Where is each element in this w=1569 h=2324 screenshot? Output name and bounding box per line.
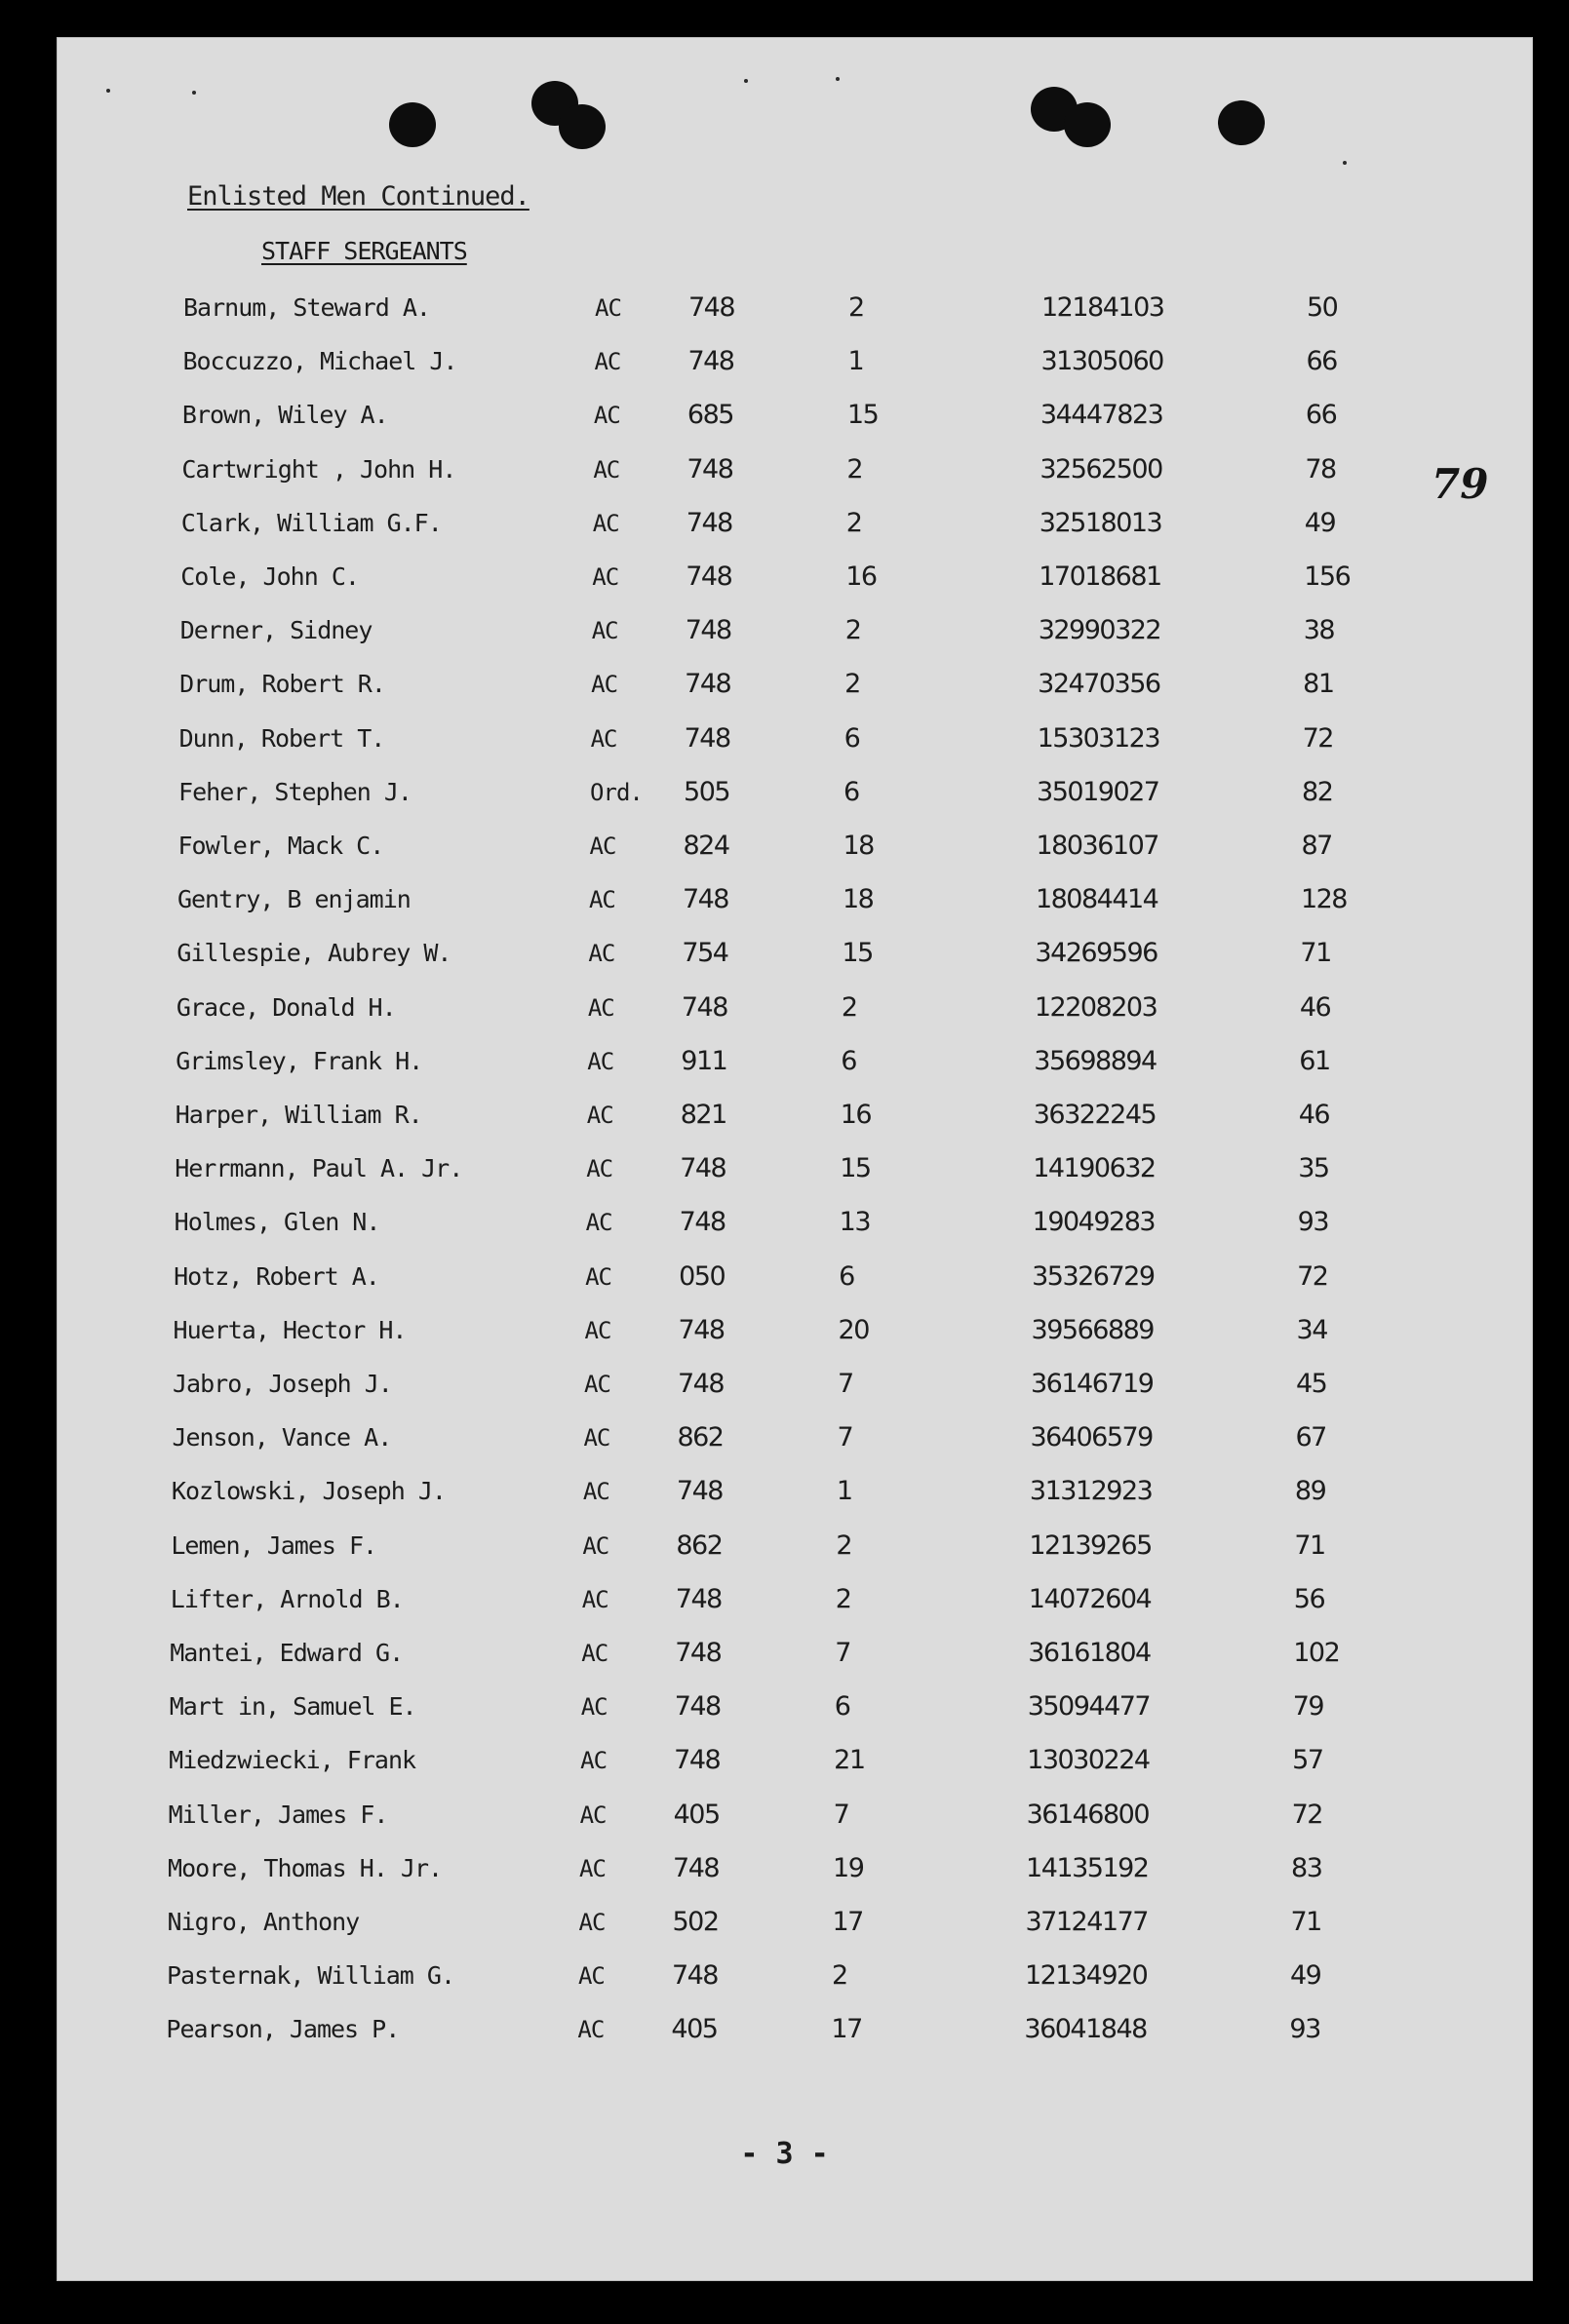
score-cell: 50 [1307, 292, 1338, 323]
name-cell: Pearson, James P. [166, 2015, 400, 2044]
branch-cell: AC [589, 833, 616, 860]
serial-cell: 12184103 [1041, 292, 1164, 323]
table-row [0, 1687, 1569, 1726]
document-heading: Enlisted Men Continued. [187, 181, 530, 212]
serial-cell: 18036107 [1036, 831, 1158, 861]
branch-cell: AC [586, 1155, 613, 1183]
grade-cell: 1 [847, 346, 864, 377]
name-cell: Grimsley, Frank H. [176, 1046, 423, 1075]
code-cell: 824 [683, 831, 729, 861]
branch-cell: AC [590, 724, 617, 753]
score-cell: 49 [1289, 1960, 1321, 1992]
serial-cell: 12134920 [1024, 1960, 1148, 1992]
table-row [0, 665, 1569, 704]
branch-cell: AC [583, 1424, 610, 1452]
table-row [0, 1580, 1569, 1619]
punch-hole [1218, 100, 1265, 145]
branch-cell: AC [582, 1478, 609, 1506]
branch-cell: AC [586, 1102, 613, 1129]
section-title: STAFF SERGEANTS [261, 237, 467, 265]
grade-cell: 2 [835, 1583, 851, 1614]
name-cell: Grace, Donald H. [176, 992, 396, 1022]
code-cell: 821 [680, 1100, 726, 1130]
serial-cell: 18084414 [1035, 884, 1158, 915]
code-cell: 748 [675, 1638, 722, 1668]
serial-cell: 15303123 [1037, 722, 1160, 754]
table-row [0, 450, 1569, 489]
serial-cell: 31312923 [1029, 1476, 1153, 1507]
code-cell: 405 [673, 1799, 720, 1830]
table-row [0, 558, 1569, 597]
score-cell: 71 [1290, 1907, 1321, 1937]
serial-cell: 14135192 [1026, 1852, 1149, 1883]
table-row [0, 827, 1569, 866]
table-row [0, 1634, 1569, 1673]
branch-cell: AC [581, 1585, 608, 1613]
score-cell: 71 [1294, 1530, 1325, 1561]
branch-cell: AC [595, 294, 621, 322]
score-cell: 81 [1303, 669, 1334, 700]
name-cell: Drum, Robert R. [179, 670, 385, 699]
table-row [0, 1849, 1569, 1888]
name-cell: Cartwright , John H. [181, 454, 456, 484]
score-cell: 67 [1295, 1422, 1326, 1453]
code-cell: 748 [674, 1745, 721, 1776]
table-row [0, 396, 1569, 435]
score-cell: 46 [1298, 1100, 1330, 1130]
branch-cell: AC [588, 940, 615, 968]
grade-cell: 6 [834, 1691, 850, 1723]
name-cell: Feher, Stephen J. [178, 777, 412, 806]
code-cell: 748 [673, 1852, 720, 1883]
score-cell: 78 [1305, 453, 1336, 484]
grade-cell: 2 [844, 669, 860, 700]
score-cell: 83 [1291, 1852, 1322, 1883]
score-cell: 57 [1292, 1745, 1323, 1776]
name-cell: Gentry, B enjamin [177, 885, 411, 914]
grade-cell: 2 [846, 453, 863, 484]
code-cell: 748 [676, 1476, 723, 1507]
branch-cell: AC [580, 1693, 608, 1722]
table-row [0, 1527, 1569, 1566]
grade-cell: 13 [839, 1207, 870, 1238]
score-cell: 46 [1299, 991, 1331, 1023]
grade-cell: 6 [841, 1045, 856, 1076]
score-cell: 72 [1291, 1799, 1322, 1830]
name-cell: Lifter, Arnold B. [170, 1584, 404, 1613]
code-cell: 748 [682, 884, 728, 915]
code-cell: 505 [684, 776, 730, 807]
serial-cell: 36146719 [1031, 1369, 1154, 1399]
code-cell: 405 [671, 2014, 718, 2045]
branch-cell: AC [579, 1854, 606, 1882]
name-cell: Herrmann, Paul A. Jr. [175, 1154, 463, 1183]
serial-cell: 32562500 [1039, 453, 1162, 484]
name-cell: Cole, John C. [180, 562, 359, 591]
score-cell: 72 [1297, 1260, 1328, 1292]
grade-cell: 2 [831, 1960, 847, 1992]
grade-cell: 6 [843, 722, 860, 754]
table-row [0, 1418, 1569, 1457]
serial-cell: 12208203 [1034, 991, 1157, 1023]
grade-cell: 18 [843, 831, 874, 861]
name-cell: Miedzwiecki, Frank [169, 1746, 416, 1775]
branch-cell: AC [580, 1747, 608, 1775]
table-row [0, 1311, 1569, 1350]
code-cell: 050 [679, 1260, 726, 1292]
name-cell: Lemen, James F. [171, 1530, 377, 1560]
branch-cell: AC [585, 1209, 612, 1237]
code-cell: 911 [681, 1045, 727, 1076]
grade-cell: 15 [842, 938, 873, 969]
punch-hole [389, 102, 436, 147]
table-row [0, 1741, 1569, 1780]
code-cell: 748 [686, 562, 732, 592]
grade-cell: 16 [840, 1100, 872, 1130]
name-cell: Derner, Sidney [179, 616, 373, 645]
code-cell: 748 [678, 1314, 725, 1345]
grade-cell: 21 [834, 1745, 865, 1776]
table-row [0, 1903, 1569, 1942]
grade-cell: 7 [838, 1369, 853, 1399]
serial-cell: 36406579 [1030, 1422, 1153, 1453]
score-cell: 66 [1305, 400, 1337, 431]
table-row [0, 1149, 1569, 1188]
branch-cell: AC [582, 1531, 609, 1560]
code-cell: 748 [678, 1369, 725, 1399]
score-cell: 93 [1289, 2014, 1320, 2045]
code-cell: 862 [677, 1422, 724, 1453]
branch-cell: AC [591, 617, 618, 645]
branch-cell: AC [592, 509, 619, 537]
branch-cell: AC [581, 1640, 608, 1667]
score-cell: 87 [1301, 831, 1332, 861]
grade-cell: 7 [837, 1422, 853, 1453]
code-cell: 754 [682, 938, 728, 969]
score-cell: 45 [1296, 1369, 1327, 1399]
name-cell: Harper, William R. [175, 1101, 422, 1129]
branch-cell: AC [587, 1047, 614, 1075]
grade-cell: 15 [846, 400, 879, 431]
branch-cell: AC [593, 455, 620, 484]
margin-page-number: 79 [1432, 460, 1489, 508]
serial-cell: 35094477 [1027, 1691, 1151, 1723]
grade-cell: 7 [833, 1799, 849, 1830]
name-cell: Miller, James F. [168, 1800, 388, 1829]
score-cell: 156 [1304, 562, 1351, 592]
code-cell: 748 [686, 453, 733, 484]
serial-cell: 31305060 [1040, 346, 1163, 377]
table-row [0, 719, 1569, 758]
branch-cell: AC [577, 2016, 605, 2044]
score-cell: 38 [1303, 615, 1335, 646]
speck [192, 91, 196, 95]
branch-cell: Ord. [590, 778, 643, 806]
score-cell: 89 [1294, 1476, 1326, 1507]
name-cell: Jenson, Vance A. [172, 1423, 392, 1452]
table-row [0, 504, 1569, 543]
serial-cell: 19049283 [1032, 1207, 1156, 1238]
name-cell: Brown, Wiley A. [181, 401, 388, 430]
branch-cell: AC [585, 1262, 611, 1291]
code-cell: 748 [688, 292, 735, 323]
branch-cell: AC [578, 1909, 606, 1936]
grade-cell: 15 [840, 1153, 871, 1184]
grade-cell: 2 [844, 615, 861, 646]
branch-cell: AC [591, 671, 618, 699]
table-row [0, 1796, 1569, 1835]
code-cell: 748 [686, 507, 732, 538]
serial-cell: 12139265 [1029, 1530, 1152, 1561]
table-row [0, 1096, 1569, 1135]
serial-cell: 13030224 [1027, 1745, 1150, 1776]
serial-cell: 36161804 [1028, 1638, 1151, 1668]
table-row [0, 1258, 1569, 1297]
name-cell: Dunn, Robert T. [178, 723, 385, 753]
table-row [0, 773, 1569, 812]
table-row [0, 988, 1569, 1027]
branch-cell: AC [584, 1371, 610, 1398]
grade-cell: 7 [835, 1638, 850, 1668]
grade-cell: 1 [836, 1476, 852, 1507]
serial-cell: 32470356 [1038, 669, 1160, 700]
score-cell: 93 [1297, 1207, 1328, 1238]
score-cell: 34 [1296, 1314, 1327, 1345]
code-cell: 748 [687, 346, 734, 377]
name-cell: Clark, William G.F. [180, 508, 442, 537]
name-cell: Jabro, Joseph J. [173, 1370, 392, 1398]
code-cell: 748 [685, 669, 731, 700]
code-cell: 748 [684, 722, 730, 754]
code-cell: 502 [672, 1907, 719, 1937]
serial-cell: 39566889 [1031, 1314, 1154, 1345]
serial-cell: 35698894 [1034, 1045, 1157, 1076]
name-cell: Boccuzzo, Michael J. [182, 347, 457, 376]
table-row [0, 934, 1569, 973]
grade-cell: 2 [845, 507, 862, 538]
table-row [0, 342, 1569, 381]
name-cell: Mart in, Samuel E. [169, 1692, 416, 1722]
score-cell: 66 [1306, 346, 1337, 377]
punch-hole [1064, 102, 1111, 147]
serial-cell: 35019027 [1037, 776, 1159, 807]
page-number: - 3 - [740, 2137, 829, 2171]
grade-cell: 2 [848, 292, 864, 323]
code-cell: 748 [675, 1583, 722, 1614]
grade-cell: 17 [831, 2014, 862, 2045]
serial-cell: 32518013 [1039, 507, 1162, 538]
code-cell: 748 [685, 615, 731, 646]
grade-cell: 19 [833, 1852, 864, 1883]
name-cell: Barnum, Steward A. [183, 293, 430, 322]
table-row [0, 1472, 1569, 1511]
table-row [0, 611, 1569, 650]
name-cell: Mantei, Edward G. [170, 1639, 404, 1667]
grade-cell: 2 [836, 1530, 852, 1561]
score-cell: 35 [1298, 1153, 1329, 1184]
code-cell: 862 [676, 1530, 723, 1561]
name-cell: Holmes, Glen N. [174, 1208, 380, 1237]
branch-cell: AC [593, 402, 620, 430]
grade-cell: 2 [841, 991, 857, 1023]
grade-cell: 17 [832, 1907, 863, 1937]
name-cell: Moore, Thomas H. Jr. [168, 1853, 443, 1882]
serial-cell: 34269596 [1035, 938, 1157, 969]
code-cell: 748 [680, 1153, 726, 1184]
grade-cell: 16 [845, 562, 877, 592]
speck [1343, 161, 1347, 165]
name-cell: Hotz, Robert A. [174, 1261, 379, 1291]
name-cell: Kozlowski, Joseph J. [171, 1477, 446, 1506]
speck [836, 77, 840, 81]
serial-cell: 36146800 [1026, 1799, 1150, 1830]
serial-cell: 35326729 [1032, 1260, 1155, 1292]
code-cell: 748 [681, 991, 727, 1023]
grade-cell: 6 [843, 776, 859, 807]
table-row [0, 289, 1569, 328]
branch-cell: AC [594, 348, 621, 376]
serial-cell: 36041848 [1024, 2014, 1147, 2045]
name-cell: Nigro, Anthony [167, 1908, 360, 1936]
score-cell: 128 [1300, 884, 1347, 915]
code-cell: 748 [674, 1691, 721, 1723]
name-cell: Pasternak, William G. [166, 1961, 455, 1991]
serial-cell: 34447823 [1039, 400, 1163, 431]
punch-hole [559, 104, 606, 149]
speck [744, 79, 748, 83]
branch-cell: AC [579, 1801, 607, 1829]
branch-cell: AC [592, 563, 619, 591]
code-cell: 748 [671, 1960, 718, 1992]
table-row [0, 2010, 1569, 2049]
branch-cell: AC [587, 993, 614, 1022]
branch-cell: AC [588, 886, 615, 914]
grade-cell: 20 [838, 1314, 869, 1345]
branch-cell: AC [577, 1962, 605, 1991]
branch-cell: AC [584, 1316, 611, 1344]
serial-cell: 32990322 [1038, 615, 1161, 646]
name-cell: Huerta, Hector H. [173, 1315, 407, 1344]
score-cell: 61 [1299, 1045, 1330, 1076]
score-cell: 56 [1293, 1583, 1325, 1614]
score-cell: 72 [1302, 722, 1333, 754]
serial-cell: 37124177 [1025, 1907, 1148, 1937]
score-cell: 49 [1304, 507, 1336, 538]
code-cell: 748 [679, 1207, 726, 1238]
code-cell: 685 [686, 400, 733, 431]
score-cell: 82 [1302, 776, 1333, 807]
speck [106, 89, 110, 93]
name-cell: Fowler, Mack C. [177, 832, 384, 860]
name-cell: Gillespie, Aubrey W. [177, 939, 451, 968]
serial-cell: 17018681 [1039, 562, 1161, 592]
table-row [0, 880, 1569, 919]
serial-cell: 14072604 [1028, 1583, 1152, 1614]
grade-cell: 6 [839, 1260, 854, 1292]
score-cell: 71 [1300, 938, 1331, 969]
score-cell: 102 [1293, 1638, 1340, 1668]
table-row [0, 1203, 1569, 1242]
table-row [0, 1365, 1569, 1404]
table-row [0, 1042, 1569, 1081]
serial-cell: 36322245 [1033, 1100, 1157, 1130]
table-row [0, 1956, 1569, 1995]
grade-cell: 18 [842, 884, 874, 915]
serial-cell: 14190632 [1033, 1153, 1156, 1184]
score-cell: 79 [1292, 1691, 1324, 1723]
